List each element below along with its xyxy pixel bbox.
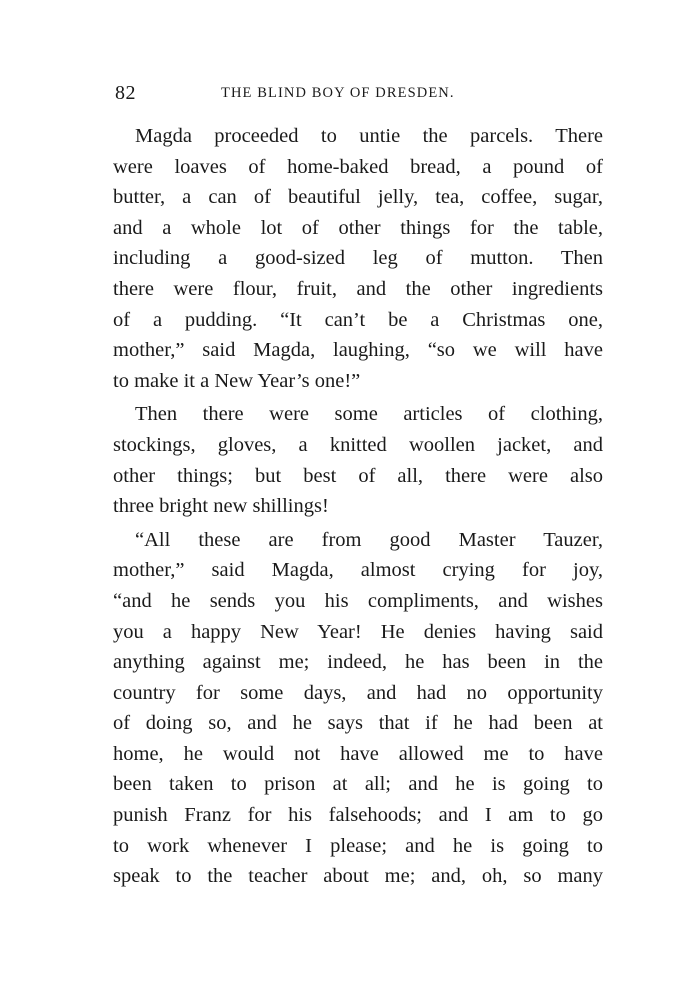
text-line: speak to the teacher about me; and, oh, so many xyxy=(113,865,603,888)
paragraph xyxy=(113,121,603,396)
text-line: Magda proceeded to untie the parcels. There xyxy=(135,125,603,147)
text-line: to make it a New Year’s one!” xyxy=(113,369,361,392)
page-header xyxy=(113,82,603,110)
text-line: mother,” said Magda, laughing, “so we will have xyxy=(113,339,603,362)
text-line: “All these are from good Master Tauzer, xyxy=(135,528,603,551)
text-line: punish Franz for his falsehoods; and I am to go xyxy=(113,804,603,827)
running-title: THE BLIND BOY OF DRESDEN. xyxy=(221,85,455,101)
text-line: three bright new shillings! xyxy=(113,495,329,518)
paragraph xyxy=(113,399,603,521)
text-line: mother,” said Magda, almost crying for joy, xyxy=(113,559,603,582)
text-line: including a good-sized leg of mutton. Then xyxy=(113,247,603,270)
text-line: home, he would not have allowed me to have xyxy=(113,742,603,765)
text-line: and a whole lot of other things for the table, xyxy=(113,216,603,239)
text-line: were loaves of home-baked bread, a pound of xyxy=(113,155,603,178)
text-line: there were flour, fruit, and the other ingredients xyxy=(113,277,603,300)
text-line: butter, a can of beautiful jelly, tea, coffee, sugar, xyxy=(113,186,603,209)
text-line: country for some days, and had no opportunity xyxy=(113,681,603,704)
text-line: Then there were some articles of clothing, xyxy=(135,403,603,426)
body-text xyxy=(113,121,603,892)
text-line: “and he sends you his compliments, and wishes xyxy=(113,589,603,612)
text-line: anything against me; indeed, he has been in the xyxy=(113,651,603,674)
text-line: been taken to prison at all; and he is going to xyxy=(113,773,603,796)
page-number: 82 xyxy=(115,82,136,104)
text-line: to work whenever I please; and he is going to xyxy=(113,834,603,857)
text-line: of a pudding. “It can’t be a Christmas one, xyxy=(113,308,603,331)
paragraph xyxy=(113,525,603,892)
text-line: other things; but best of all, there were also xyxy=(113,464,603,487)
text-line: you a happy New Year! He denies having said xyxy=(113,620,603,643)
text-line: of doing so, and he says that if he had been at xyxy=(113,712,603,735)
text-line: stockings, gloves, a knitted woollen jacket, and xyxy=(113,433,603,456)
